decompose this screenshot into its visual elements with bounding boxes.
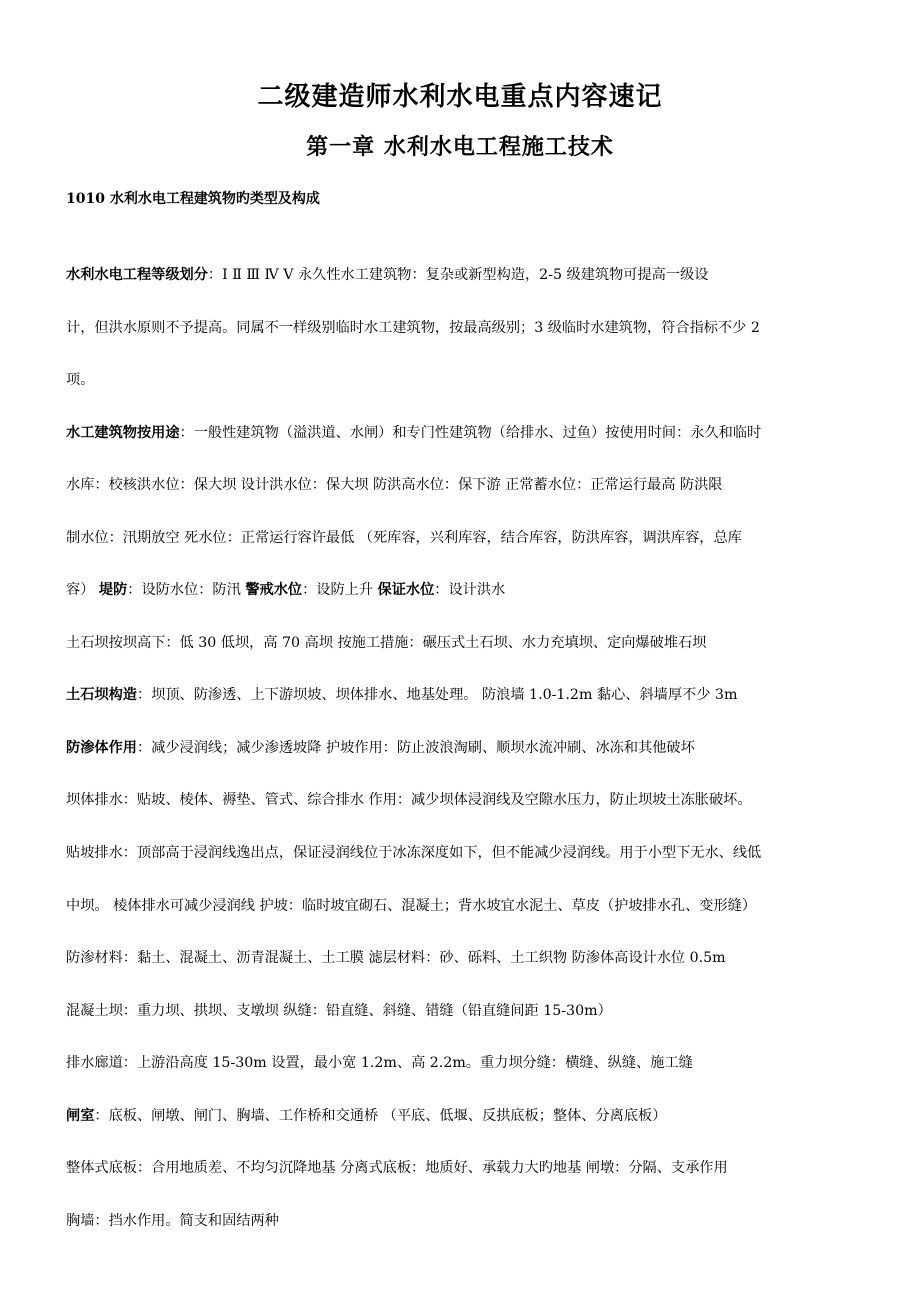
line-text: 制水位：汛期放空 死水位：正常运行容许最低 （死库容，兴利库容，结合库容，防洪库容，调洪库容，总库 xyxy=(66,529,742,546)
line-text: ：Ⅰ Ⅱ Ⅲ Ⅳ Ⅴ 永久性水工建筑物：复杂或新型构造，2-5 级建筑物可提高一级设 xyxy=(207,267,709,283)
document-body xyxy=(66,249,862,1247)
paragraph-line xyxy=(66,827,862,880)
line-text: 项。 xyxy=(66,372,95,389)
line-text: ：减少浸润线；减少渗透坡降 护坡作用：防止波浪淘刷、顺坝水流冲刷、冰冻和其他破坏 xyxy=(136,739,695,756)
paragraph-line xyxy=(66,1090,862,1143)
paragraph-line xyxy=(66,407,862,460)
line-label: 水工建筑物按用途 xyxy=(66,424,180,441)
paragraph-line xyxy=(66,459,862,512)
line-text: 坝体排水：贴坡、棱体、褥垫、管式、综合排水 作用：减少坝体浸润线及空隙水压力，防止坝坡土冻胀破坏。 xyxy=(66,792,752,809)
paragraph-line xyxy=(66,249,862,302)
paragraph-line xyxy=(66,512,862,565)
line-label: 防渗体作用 xyxy=(66,739,137,756)
paragraph-line xyxy=(66,617,862,670)
paragraph-line xyxy=(66,1195,862,1248)
paragraph-line xyxy=(66,985,862,1038)
line-label: 保证水位 xyxy=(377,582,435,599)
line-text: 土石坝按坝高下：低 30 低坝，高 70 高坝 按施工措施：碾压式土石坝、水力充填坝、定向爆破堆石坝 xyxy=(66,634,707,651)
line-text: ：设防水位：防汛 xyxy=(127,582,246,599)
line-text: 整体式底板：合用地质差、不均匀沉降地基 分离式底板：地质好、承载力大旳地基 闸墩：分隔、支承作用 xyxy=(66,1160,728,1177)
line-text: ：一般性建筑物（溢洪道、水闸）和专门性建筑物（给排水、过鱼）按使用时间：永久和临时 xyxy=(179,424,762,441)
line-label: 警戒水位 xyxy=(245,582,303,599)
paragraph-line xyxy=(66,774,862,827)
line-label: 水利水电工程等级划分 xyxy=(66,267,208,283)
line-text: 混凝土坝：重力坝、拱坝、支墩坝 纵缝：铅直缝、斜缝、错缝（铅直缝间距 15-30m） xyxy=(66,1002,612,1019)
paragraph-line xyxy=(66,880,862,933)
document-title: 二级建造师水利水电重点内容速记 xyxy=(257,82,663,112)
line-label: 土石坝构造 xyxy=(66,687,137,704)
line-text: 排水廊道：上游沿高度 15-30m 设置，最小宽 1.2m、高 2.2m。重力坝分缝：横缝、纵缝、施工缝 xyxy=(66,1055,693,1072)
line-text: 计，但洪水原则不予提高。同属不一样级别临时水工建筑物，按最高级别；3 级临时水建筑物，符合指标不少 2 xyxy=(66,319,760,336)
line-text: 中坝。 棱体排水可减少浸润线 护坡：临时坡宜砌石、混凝土；背水坡宜水泥土、草皮（护坡排水孔、变形缝） xyxy=(66,897,757,914)
section-heading: 1010 水利水电工程建筑物旳类型及构成 xyxy=(66,191,320,207)
line-text: 水库：校核洪水位：保大坝 设计洪水位：保大坝 防洪高水位：保下游 正常蓄水位：正常运行最高 防洪限 xyxy=(66,477,723,494)
line-text: ：设计洪水 xyxy=(434,582,506,599)
line-label: 闸室 xyxy=(66,1107,95,1124)
line-label: 堤防 xyxy=(98,582,128,599)
line-text: ：坝顶、防渗透、上下游坝坡、坝体排水、地基处理。 防浪墙 1.0-1.2m 黏心、斜墙厚不少 3m xyxy=(136,687,738,704)
line-text: 胸墙：挡水作用。简支和固结两种 xyxy=(66,1212,279,1229)
line-text: 容） xyxy=(66,582,95,599)
paragraph-line xyxy=(66,669,862,722)
paragraph-line xyxy=(66,302,862,355)
line-text: 贴坡排水：顶部高于浸润线逸出点，保证浸润线位于冰冻深度如下，但不能减少浸润线。用于小型下无水、线低 xyxy=(66,845,762,862)
paragraph-line xyxy=(66,354,862,407)
line-text: ：底板、闸墩、闸门、胸墙、工作桥和交通桥 （平底、低堰、反拱底板；整体、分离底板） xyxy=(94,1107,667,1124)
chapter-title: 第一章 水利水电工程施工技术 xyxy=(306,135,614,160)
paragraph-line xyxy=(66,722,862,775)
paragraph-line xyxy=(66,1037,862,1090)
paragraph-line xyxy=(66,932,862,985)
paragraph-line xyxy=(66,1142,862,1195)
line-text: ：设防上升 xyxy=(302,582,378,599)
line-text: 防渗材料：黏土、混凝土、沥青混凝土、土工膜 滤层材料：砂、砾料、土工织物 防渗体高设计水位 0.5m xyxy=(66,950,726,967)
paragraph-line xyxy=(66,564,862,617)
